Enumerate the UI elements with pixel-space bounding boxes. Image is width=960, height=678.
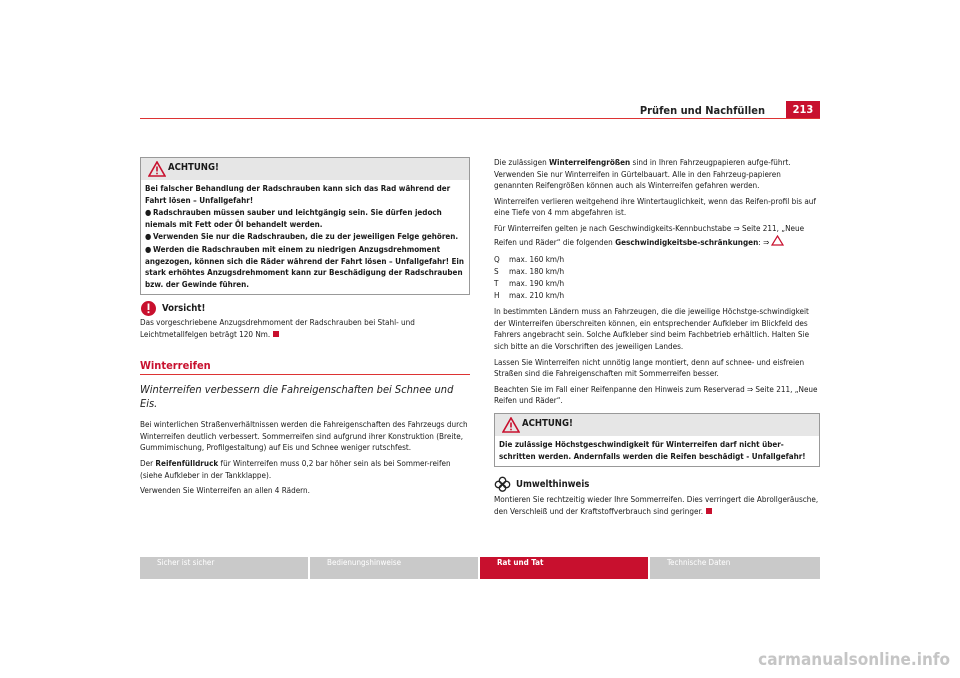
bold-term: Geschwindigkeitsbe-schränkungen — [615, 236, 759, 247]
section-title-winterreifen: Winterreifen — [140, 360, 470, 376]
warning-bullet — [145, 231, 465, 243]
paragraph: Bei winterlichen Straßenverhältnissen werden die Fahreigenschaften des Fahrzeugs durch Winterreifen deutlich verbessert. Sommerreifen sind aufgrund ihrer Konstruktion (Breite, Gummimischung, Profilgestaltung) auf Eis und Schnee weniger rutschfest. — [140, 419, 468, 453]
footer-tab-sicher[interactable]: Sicher ist sicher — [140, 557, 308, 579]
warning-intro: Bei falscher Behandlung der Radschrauben kann sich das Rad während der Fahrt lösen – Unfallgefahr! — [145, 184, 451, 205]
bold-term: Reifenfülldruck — [155, 457, 219, 468]
text-run: für Winterreifen muss 0,2 bar höher sein als bei Sommer-reifen (siehe Aufkleber in der Tankklappe). — [140, 457, 451, 480]
paragraph: Verwenden Sie Winterreifen an allen 4 Rädern. — [140, 485, 310, 496]
end-marker-icon — [706, 508, 712, 514]
bullet-dot-icon: ● — [145, 244, 152, 254]
speed-limit-list — [494, 254, 820, 302]
text-run: sind in Ihren Fahrzeugpapieren aufge-führt. Verwenden Sie nur Winterreifen in Gürtelbauart. Alle in den Fahrzeug-papieren genannten Reifengrößen können auch als Winterreifen gefahren werden. — [494, 157, 791, 191]
caution-header — [140, 300, 470, 316]
warning-triangle-icon — [771, 235, 784, 246]
caution-title: Vorsicht! — [162, 303, 206, 315]
text-run: : ⇒ — [758, 236, 770, 247]
warning-bullet — [145, 207, 465, 230]
footer-tab-bedienung[interactable]: Bedienungshinweise — [310, 557, 478, 579]
paragraph — [494, 157, 820, 192]
left-column — [140, 157, 470, 501]
speed-row — [494, 266, 820, 278]
paragraph: In bestimmten Ländern muss an Fahrzeugen, die die jeweilige Höchstge-schwindigkeit der Winterreifen überschreiten können, ein entsprechender Aufkleber im Blickfeld des Fahrers angebracht sein. Solche Aufkleber sind beim Fachbetrieb erhältlich. Halten Sie sich bitte an die Vorschriften des jeweiligen Landes. — [494, 306, 810, 351]
text-run: Die zulässigen — [494, 157, 549, 167]
warning-header — [495, 414, 819, 436]
warning-box-wheel-bolts — [140, 157, 470, 295]
footer-tab-rat-und-tat[interactable]: Rat und Tat — [480, 557, 648, 579]
bold-term: Winterreifengrößen — [549, 157, 631, 167]
exclamation-circle-icon — [140, 300, 157, 317]
section-subtitle: Winterreifen verbessern die Fahreigenschaften bei Schnee und Eis. — [140, 383, 454, 411]
speed-code: T — [494, 278, 499, 289]
page-number-badge: 213 — [786, 101, 820, 118]
speed-code: S — [494, 266, 499, 277]
speed-row — [494, 254, 820, 266]
warning-text: Die zulässige Höchstgeschwindigkeit für Winterreifen darf nicht über-schritten werden. Andernfalls werden die Reifen beschädigt - Unfallgefahr! — [499, 439, 806, 461]
paragraph — [494, 223, 820, 248]
warning-bullet-text: Werden die Radschrauben mit einem zu niedrigen Anzugsdrehmoment angezogen, können sich die Räder während der Fahrt lösen – Unfallgefahr! Ein stark erhöhtes Anzugsdrehmoment kann zur Beschädigung der Radschrauben bzw. der Gewinde führen. — [145, 244, 464, 289]
footer-tab-technische-daten[interactable]: Technische Daten — [650, 557, 820, 579]
speed-value: max. 160 km/h — [509, 254, 565, 265]
text-run: Für Winterreifen gelten je nach Geschwindigkeits-Kennbuchstabe ⇒ Seite 211, „Neue Reifen und Räder“ die folgenden — [494, 222, 805, 247]
watermark: carmanualsonline.info — [758, 650, 950, 670]
warning-header — [141, 158, 469, 180]
warning-title: ACHTUNG! — [168, 162, 219, 173]
warning-triangle-icon — [148, 161, 166, 177]
bullet-dot-icon: ● — [145, 232, 152, 242]
warning-body — [495, 436, 819, 466]
speed-code: Q — [494, 254, 500, 265]
environment-header — [494, 476, 820, 492]
running-header-title: Prüfen und Nachfüllen — [639, 104, 765, 117]
header-rule — [140, 118, 820, 119]
warning-body — [141, 180, 469, 294]
warning-bullet-text: Verwenden Sie nur die Radschrauben, die zu der jeweiligen Felge gehören. — [153, 232, 459, 242]
text-run: Der — [140, 457, 156, 468]
warning-bullet — [145, 244, 465, 290]
warning-title: ACHTUNG! — [522, 417, 573, 429]
paragraph: Winterreifen verlieren weitgehend ihre Wintertauglichkeit, wenn das Reifen-profil bis auf eine Tiefe von 4 mm abgefahren ist. — [494, 195, 816, 218]
speed-row — [494, 290, 820, 302]
environment-text-content: Montieren Sie rechtzeitig wieder Ihre Sommerreifen. Dies verringert die Abrollgeräusche, den Verschleiß und der Kraftstoffverbrauch sind geringer. — [494, 494, 819, 516]
environment-title: Umwelthinweis — [516, 479, 590, 491]
speed-row — [494, 278, 820, 290]
warning-bullet-text: Radschrauben müssen sauber und leichtgängig sein. Sie dürfen jedoch niemals mit Fett oder Öl behandelt werden. — [145, 208, 442, 229]
paragraph: Lassen Sie Winterreifen nicht unnötig lange montiert, denn auf schnee- und eisfreien Straßen sind die Fahreigenschaften mit Sommerreifen besser. — [494, 356, 805, 379]
caution-text — [140, 317, 470, 340]
speed-value: max. 180 km/h — [509, 266, 565, 277]
speed-value: max. 190 km/h — [509, 278, 565, 289]
caution-text-content: Das vorgeschriebene Anzugsdrehmoment der Radschrauben bei Stahl- und Leichtmetallfelgen beträgt 120 Nm. — [140, 317, 415, 339]
flower-icon — [494, 476, 511, 493]
environment-text — [494, 494, 820, 517]
bullet-dot-icon: ● — [145, 208, 152, 218]
right-column — [494, 157, 820, 521]
warning-box-speed — [494, 413, 820, 467]
warning-triangle-icon — [502, 417, 520, 433]
end-marker-icon — [273, 331, 279, 337]
paragraph: Beachten Sie im Fall einer Reifenpanne den Hinweis zum Reserverad ⇒ Seite 211, „Neue Reifen und Räder“. — [494, 383, 818, 406]
paragraph — [140, 458, 470, 481]
speed-value: max. 210 km/h — [509, 290, 565, 301]
speed-code: H — [494, 290, 500, 301]
